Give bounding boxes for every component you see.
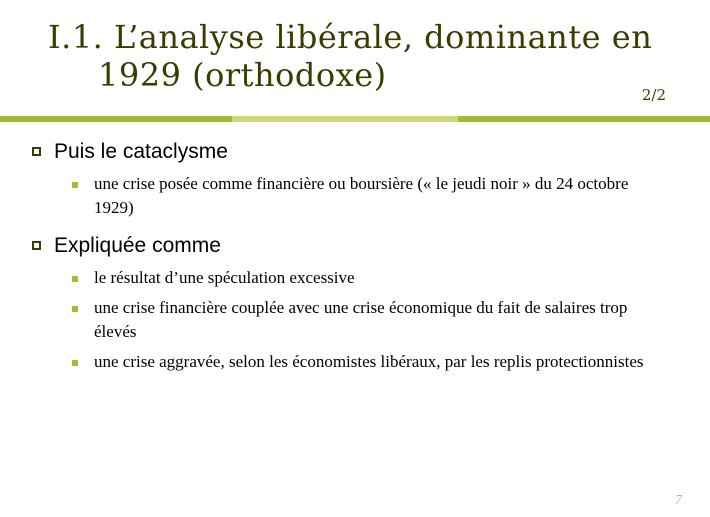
sub-bullet-text: une crise aggravée, selon les économistes libéraux, par les replis protectionnistes bbox=[94, 352, 644, 371]
bullet-expliquee bbox=[32, 232, 652, 260]
slide-body bbox=[32, 138, 652, 374]
filled-square-bullet-icon bbox=[72, 182, 78, 188]
title-divider bbox=[0, 116, 710, 122]
sub-bullet-text: une crise posée comme financière ou boursière (« le jeudi noir » du 24 octobre 1929) bbox=[94, 174, 629, 217]
filled-square-bullet-icon bbox=[72, 276, 78, 282]
sub-bullet bbox=[32, 296, 652, 344]
slide-title bbox=[48, 18, 688, 104]
sub-bullet-text: le résultat d’une spéculation excessive bbox=[94, 268, 355, 287]
square-bullet-icon bbox=[32, 147, 41, 156]
sub-bullet bbox=[32, 266, 652, 290]
slide-number: 7 bbox=[675, 493, 682, 508]
bullet-cataclysme bbox=[32, 138, 652, 166]
filled-square-bullet-icon bbox=[72, 360, 78, 366]
filled-square-bullet-icon bbox=[72, 306, 78, 312]
page-indicator: 2/2 bbox=[641, 86, 666, 104]
title-line-2: 1929 (orthodoxe) bbox=[98, 56, 387, 94]
bullet-label: Puis le cataclysme bbox=[54, 140, 228, 163]
square-bullet-icon bbox=[32, 241, 41, 250]
bullet-label: Expliquée comme bbox=[54, 234, 221, 257]
sub-bullet-text: une crise financière couplée avec une crise économique du fait de salaires trop élevés bbox=[94, 298, 628, 341]
sub-bullet bbox=[32, 350, 652, 374]
sub-bullet bbox=[32, 172, 652, 220]
title-line-1: I.1. L’analyse libérale, dominante en bbox=[48, 18, 653, 56]
